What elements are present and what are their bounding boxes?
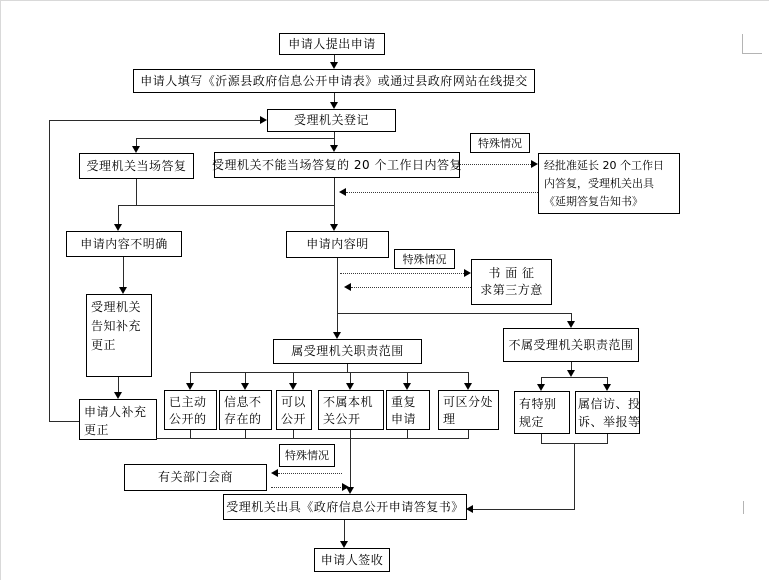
arrowhead-down [114, 224, 122, 231]
arrowhead-down [346, 383, 354, 390]
node-line: 告知补充 [91, 319, 142, 333]
arrowhead-down [330, 224, 338, 231]
page-margin-mark [743, 501, 744, 514]
node-line: 不属本机 [323, 395, 374, 409]
node-line: 诉、举报等 [578, 415, 641, 429]
flow-line [541, 377, 608, 378]
flow-line [156, 438, 469, 439]
node-label: 申请人提出申请 [288, 36, 376, 51]
arrowhead-left [271, 469, 278, 477]
arrowhead-down [289, 383, 297, 390]
node-line: 更正 [84, 423, 110, 437]
flow-line [123, 257, 124, 288]
flow-line [136, 138, 335, 139]
node-label: 申请内容明 [306, 237, 369, 251]
node-label: 受理机关登记 [293, 113, 369, 127]
node-label: 不属受理机关职责范围 [508, 337, 634, 352]
flow-line [574, 443, 575, 510]
node-line: 《延期答复告知书》 [544, 195, 643, 208]
node-label: 申请内容不明确 [80, 236, 168, 251]
node-line: 内答复，受理机关出具 [544, 177, 654, 190]
node-register [267, 109, 396, 132]
node-onspot-reply [79, 153, 194, 179]
node-line: 更正 [91, 338, 117, 352]
node-label: 特殊情况 [285, 449, 329, 462]
node-line: 已主动 [169, 395, 207, 409]
flow-line [49, 120, 50, 422]
arrowhead-down [186, 383, 194, 390]
page-margin-mark [742, 53, 762, 54]
node-label: 受理机关当场答复 [86, 158, 187, 173]
node-content-clear [286, 231, 389, 258]
node-repeat-apply [386, 390, 430, 430]
flow-line [334, 93, 335, 102]
node-not-this-org [318, 390, 384, 430]
arrowhead-down [330, 102, 338, 109]
node-petition [575, 391, 640, 434]
node-line: 理 [443, 412, 456, 426]
node-third-party [471, 259, 552, 305]
arrowhead-down [403, 383, 411, 390]
flow-line [118, 205, 335, 206]
dotted-line [460, 164, 531, 165]
arrowhead-down [567, 370, 575, 377]
arrowhead-down [241, 383, 249, 390]
dotted-line [271, 487, 343, 488]
node-reply-20days [214, 152, 460, 178]
node-label: 申请人填写《沂源县政府信息公开申请表》或通过县政府网站在线提交 [140, 73, 528, 88]
node-divisible [438, 390, 499, 430]
node-line: 经批准延长 20 个工作日 [544, 159, 664, 172]
flow-line [344, 520, 345, 542]
dotted-line [346, 192, 538, 193]
node-applicant-supplement [79, 399, 157, 440]
node-in-scope [273, 339, 422, 364]
flow-line [334, 132, 335, 146]
flow-line [49, 120, 261, 121]
node-label: 特殊情况 [402, 252, 447, 266]
node-line: 关公开 [323, 412, 361, 426]
arrowhead-left [466, 505, 473, 513]
flow-line [473, 509, 575, 510]
node-already-public [164, 390, 217, 430]
node-special-case-2 [394, 249, 455, 269]
flow-line [350, 430, 351, 488]
node-submit [279, 33, 385, 55]
node-label: 有关部门会商 [157, 470, 233, 484]
node-line: 申请 [391, 412, 417, 426]
arrowhead-down [464, 383, 472, 390]
node-fill-form [133, 69, 535, 93]
arrowhead-down [330, 62, 338, 69]
flow-line [337, 258, 338, 333]
node-line: 规定 [519, 415, 545, 429]
node-line: 信息不 [224, 395, 262, 409]
node-label: 特殊情况 [478, 136, 522, 150]
node-notify-supplement [86, 294, 152, 377]
flow-line [118, 205, 119, 225]
arrowhead-down [567, 321, 575, 328]
node-line: 申请人补充 [84, 405, 147, 419]
dotted-line [340, 273, 464, 274]
arrowhead-down [603, 384, 611, 391]
node-dept-consult [124, 464, 267, 491]
arrowhead-right [260, 116, 267, 124]
node-line: 受理机关 [91, 300, 142, 314]
node-line: 求第三方意 [480, 283, 543, 297]
arrowhead-right [464, 269, 471, 277]
flow-line [190, 372, 469, 373]
dotted-line [278, 473, 342, 474]
node-out-scope [503, 328, 639, 362]
node-line: 有特别 [519, 397, 557, 411]
arrowhead-down [114, 392, 122, 399]
arrowhead-left [344, 283, 351, 291]
node-line: 书 面 征 [488, 266, 535, 280]
arrowhead-down [119, 287, 127, 294]
flow-line [136, 179, 137, 206]
node-line: 可区分处 [443, 395, 494, 409]
node-sign-receipt [314, 548, 390, 572]
flow-line [49, 421, 79, 422]
node-line: 公开的 [169, 412, 207, 426]
node-issue-reply [223, 494, 467, 520]
node-line: 重复 [391, 395, 417, 409]
page-margin-mark [742, 34, 743, 54]
node-line: 可以 [281, 395, 307, 409]
flow-line [118, 377, 119, 393]
node-can-public [276, 390, 312, 430]
node-label: 属受理机关职责范围 [291, 344, 404, 358]
arrowhead-down [333, 332, 341, 339]
arrowhead-down [132, 146, 140, 153]
node-label: 申请人签收 [320, 552, 384, 567]
node-not-exist [219, 390, 272, 430]
arrowhead-right [342, 483, 349, 491]
flow-line [334, 178, 335, 225]
node-label: 受理机关出具《政府信息公开申请答复书》 [226, 499, 464, 514]
node-line: 存在的 [224, 412, 262, 426]
arrowhead-down [537, 384, 545, 391]
node-line: 属信访、投 [578, 397, 641, 411]
node-special-rule [514, 391, 570, 434]
node-content-unclear [66, 231, 182, 257]
node-extend-reply [538, 153, 680, 214]
flow-line [337, 313, 572, 314]
arrowhead-left [339, 188, 346, 196]
arrowhead-down [330, 145, 338, 152]
node-label: 受理机关不能当场答复的 20 个工作日内答复 [212, 157, 462, 172]
arrowhead-down [340, 541, 348, 548]
arrowhead-right [531, 160, 538, 168]
dotted-line [351, 287, 471, 288]
node-line: 公开 [281, 412, 307, 426]
node-special-case-1 [470, 133, 530, 153]
node-special-case-3 [279, 444, 335, 467]
